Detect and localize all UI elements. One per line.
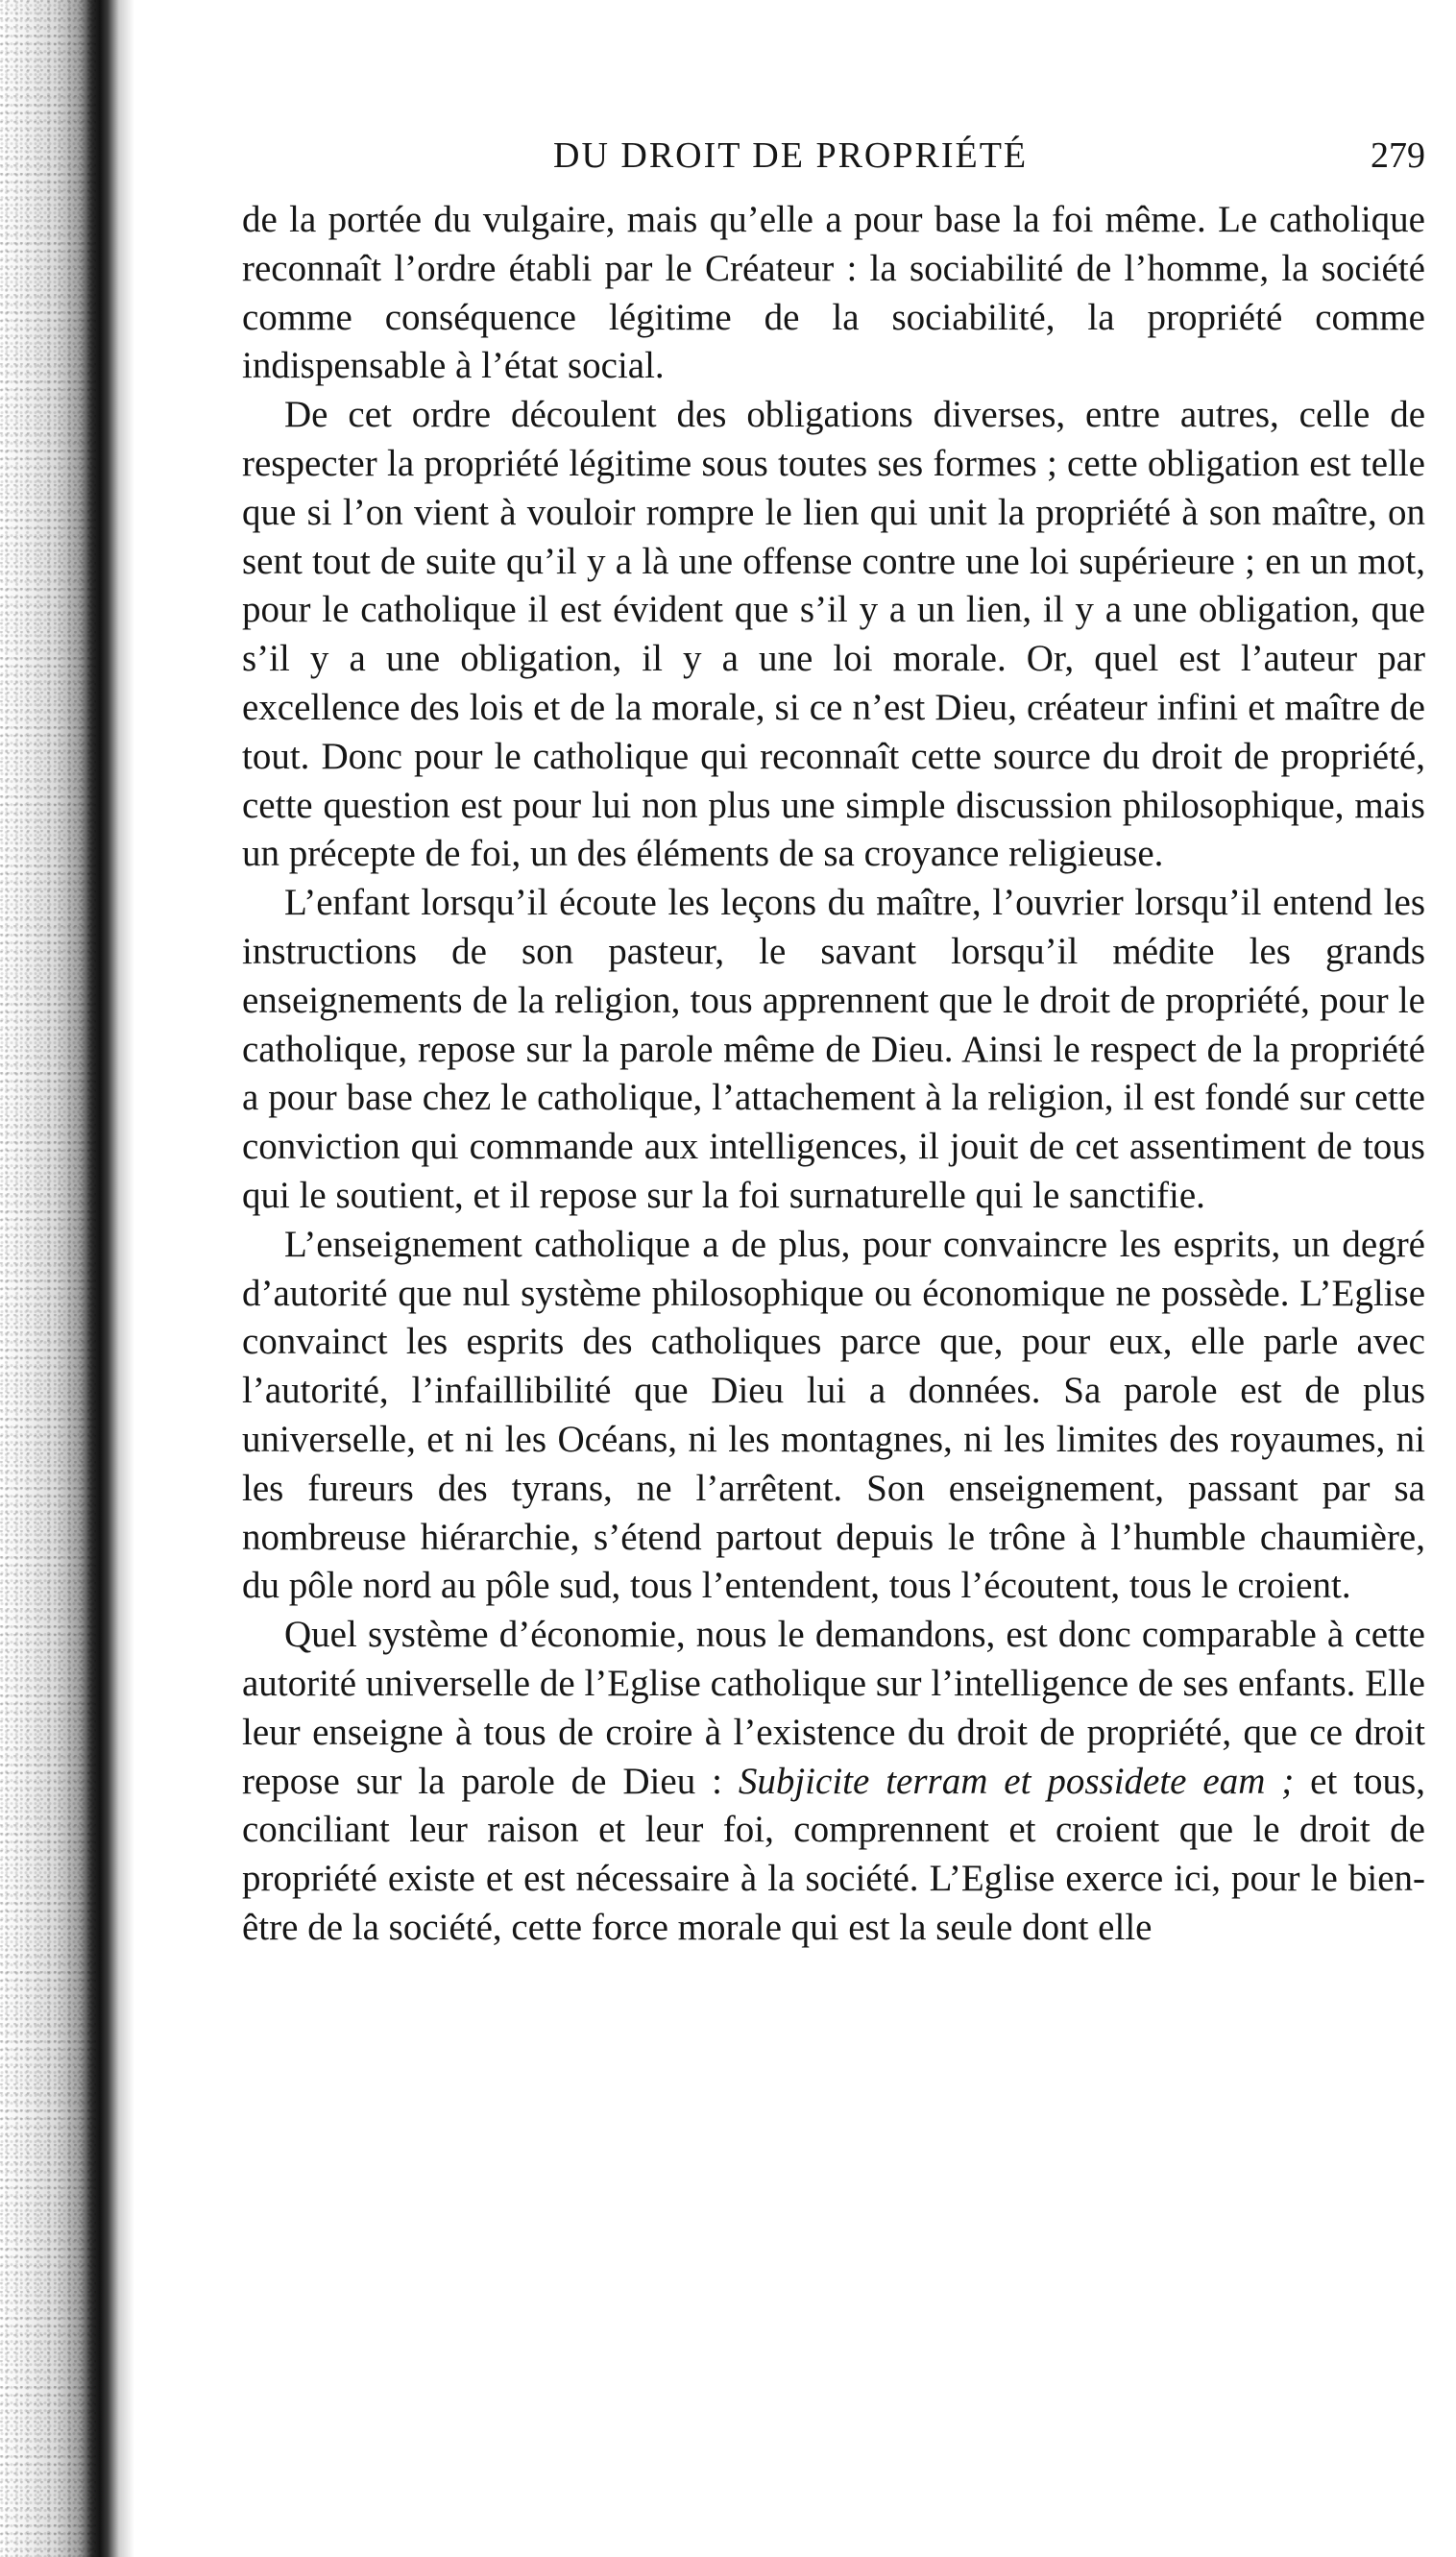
paragraph-3: L’enfant lorsqu’il écoute les leçons du maître, l’ouvrier lorsqu’il entend les instructions de son pasteur, le savant lorsqu’il médite les grands enseignements de la religion, tous apprennent que le droit de propriété, pour le catholique, repose sur la parole même de Dieu. Ainsi le respect de la propriété a pour base chez le catholique, l’attachement à la religion, il est fondé sur cette conviction qui commande aux intelligences, il jouit de cet assentiment de tous qui le soutient, et il repose sur la foi surnaturelle qui le sanctifie. (242, 882, 1425, 1216)
paragraph-1: de la portée du vulgaire, mais qu’elle a pour base la foi même. Le catholique reconnaît l’ordre établi par le Créateur : la sociabilité de l’homme, la société comme conséquence légitime de la sociabilité, la propriété comme indispensable à l’état social. (242, 199, 1425, 387)
paragraph-5-text-before: Quel système d’économie, nous le demandons, est donc comparable à cette autorité universelle de l’Eglise catholique sur l’intelligence de ses enfants. Elle leur enseigne à tous de croire à l’existence du droit de propriété, que ce droit repose sur la parole de Dieu : (242, 1614, 1425, 1802)
paragraph-5-text-after: et tous, conciliant leur raison et leur foi, comprennent et croient que le droit de propriété existe et est nécessaire à la société. L’Eglise exerce ici, pour le bien-être de la société, cette force morale qui est la seule dont elle (242, 1760, 1425, 1948)
book-page (242, 134, 1425, 1953)
paragraph-2: De cet ordre découlent des obligations diverses, entre autres, celle de respecter la propriété légitime sous toutes ses formes ; cette obligation est telle que si l’on vient à vouloir rompre le lien qui unit la propriété à son maître, on sent tout de suite qu’il y a là une offense contre une loi supérieure ; en un mot, pour le catholique il est évident que s’il y a un lien, il y a une obligation, que s’il y a une obligation, il y a une loi morale. Or, quel est l’auteur par excellence des lois et de la morale, si ce n’est Dieu, créateur infini et maître de tout. Donc pour le catholique qui reconnaît cette source du droit de propriété, cette question est pour lui non plus une simple discussion philosophique, mais un précepte de foi, un des éléments de sa croyance religieuse. (242, 394, 1425, 875)
running-title: DU DROIT DE PROPRIÉTÉ (553, 135, 1029, 176)
latin-quote: Subjicite terram et possidete eam ; (738, 1760, 1295, 1802)
binding-gutter-texture (0, 0, 96, 2557)
paragraph-5 (242, 1611, 1425, 1953)
running-head (242, 134, 1425, 192)
body-text (242, 196, 1425, 1953)
paragraph-4: L’enseignement catholique a de plus, pour convaincre les esprits, un degré d’autorité que nul système philosophique ou économique ne possède. L’Eglise convainct les esprits des catholiques parce que, pour eux, elle parle avec l’autorité, l’infaillibilité que Dieu lui a données. Sa parole est de plus universelle, et ni les Océans, ni les montagnes, ni les limites des royaumes, ni les fureurs des tyrans, ne l’arrêtent. Son enseignement, passant par sa nombreuse hiérarchie, s’étend partout depuis le trône à l’humble chaumière, du pôle nord au pôle sud, tous l’entendent, tous l’écoutent, tous le croient. (242, 1223, 1425, 1607)
page-number: 279 (1371, 135, 1425, 176)
